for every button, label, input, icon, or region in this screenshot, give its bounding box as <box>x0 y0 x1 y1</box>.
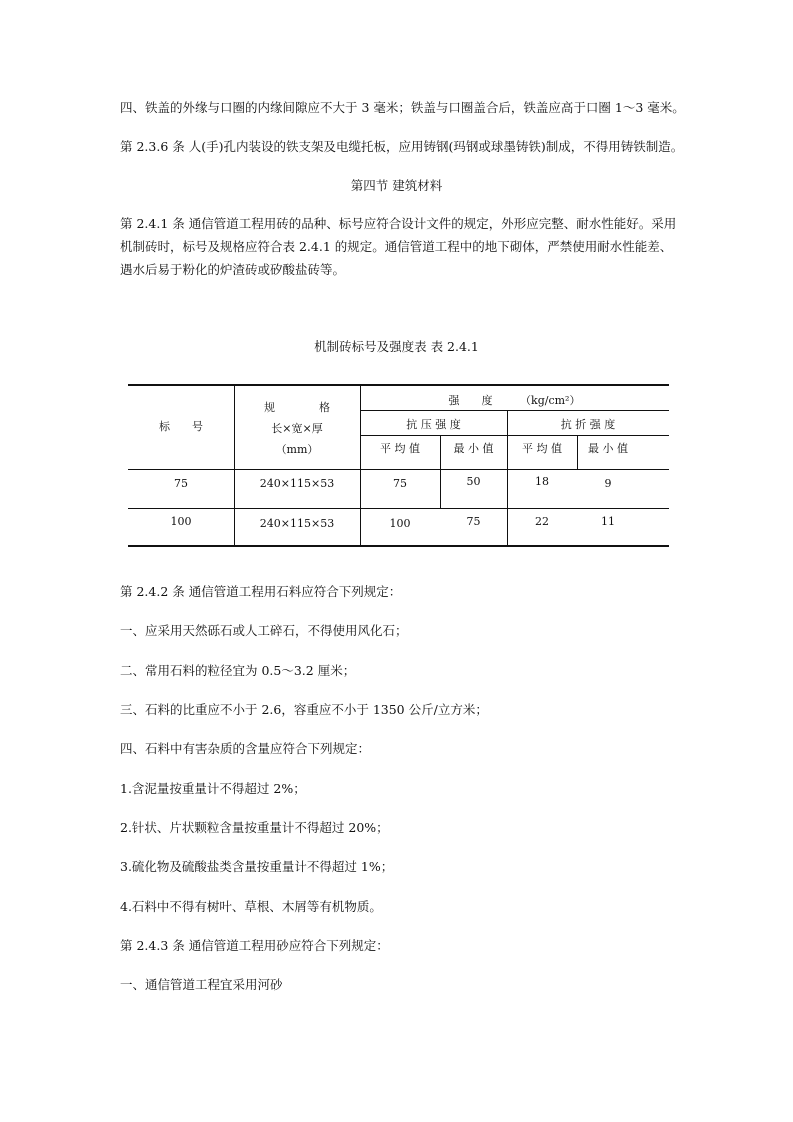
brick-strength-table <box>128 384 669 547</box>
row1-flex-avg: 18 <box>535 475 549 488</box>
paragraph-sand-item-1: 一、通信管道工程宜采用河砂 <box>120 977 283 992</box>
header-spec-line2: 长×宽×厚 <box>271 422 323 435</box>
header-spec-line1: 规 格 <box>264 401 330 414</box>
row2-flex-min: 11 <box>601 515 615 528</box>
row2-flex-avg: 22 <box>535 515 549 528</box>
paragraph-stone-item-3: 三、石料的比重应不小于 2.6，容重应不小于 1350 公斤/立方米； <box>120 702 488 717</box>
table-bottom-rule <box>128 545 669 547</box>
header-flex-avg: 平 均 值 <box>522 442 562 455</box>
paragraph-article-2-4-2: 第 2.4.2 条 通信管道工程用石料应符合下列规定： <box>120 584 402 599</box>
header-grade: 标 号 <box>159 420 203 433</box>
header-comp-avg: 平 均 值 <box>380 442 420 455</box>
header-spec-unit: （mm） <box>275 443 319 456</box>
row2-grade: 100 <box>170 515 192 528</box>
table-top-rule <box>128 384 669 386</box>
header-comp-min: 最 小 值 <box>453 442 494 455</box>
header-strength: 强 度 （kg/cm²） <box>448 394 581 407</box>
paragraph-impurity-1: 1.含泥量按重量计不得超过 2%； <box>120 781 306 796</box>
header-flexural: 抗 折 强 度 <box>560 418 616 431</box>
paragraph-article-2-4-1: 第 2.4.1 条 通信管道工程用砖的品种、标号应符合设计文件的规定，外形应完整、耐水性能好。采用机制砖时，标号及规格应符合表 2.4.1 的规定。通信管道工程中的地下砌体，严禁使用耐水性能差、遇水后易于粉化的炉渣砖或矽酸盐砖等。 <box>120 216 677 277</box>
row2-comp-min: 75 <box>466 515 481 528</box>
paragraph-stone-item-1: 一、应采用天然砾石或人工碎石，不得使用风化石； <box>120 623 408 638</box>
table-caption: 机制砖标号及强度表 表 2.4.1 <box>314 339 479 354</box>
table-rule-subheader <box>360 435 669 436</box>
paragraph-manhole-cover-gap: 四、铁盖的外缘与口圈的内缘间隙应不大于 3 毫米；铁盖与口圈盖合后，铁盖应高于口圈 1～3 毫米。 <box>120 100 685 115</box>
row2-comp-avg: 100 <box>389 517 411 530</box>
paragraph-stone-item-2: 二、常用石料的粒径宜为 0.5～3.2 厘米； <box>120 663 356 678</box>
row1-spec: 240×115×53 <box>259 477 335 490</box>
paragraph-article-2-4-3: 第 2.4.3 条 通信管道工程用砂应符合下列规定： <box>120 938 389 953</box>
header-compressive: 抗 压 强 度 <box>406 418 461 431</box>
paragraph-article-2-3-6: 第 2.3.6 条 人(手)孔内装设的铁支架及电缆托板，应用铸钢(玛钢或球墨铸铁)制成，不得用铸铁制造。 <box>120 139 684 154</box>
paragraph-impurity-3: 3.硫化物及硫酸盐类含量按重量计不得超过 1%； <box>120 859 394 874</box>
row1-grade: 75 <box>174 477 188 490</box>
row1-comp-min: 50 <box>466 475 481 488</box>
table-rule-strength <box>360 410 669 411</box>
table-rule-row1-bottom <box>128 508 669 509</box>
section-title: 第四节 建筑材料 <box>350 178 443 193</box>
paragraph-impurity-4: 4.石料中不得有树叶、草根、木屑等有机物质。 <box>120 899 382 914</box>
row2-spec: 240×115×53 <box>259 517 335 530</box>
paragraph-stone-item-4: 四、石料中有害杂质的含量应符合下列规定： <box>120 741 371 756</box>
row1-comp-avg: 75 <box>393 477 407 490</box>
header-flex-min: 最 小 值 <box>588 442 628 455</box>
row1-flex-min: 9 <box>604 477 612 490</box>
table-rule-header-bottom <box>128 469 669 470</box>
paragraph-impurity-2: 2.针状、片状颗粒含量按重量计不得超过 20%； <box>120 820 389 835</box>
